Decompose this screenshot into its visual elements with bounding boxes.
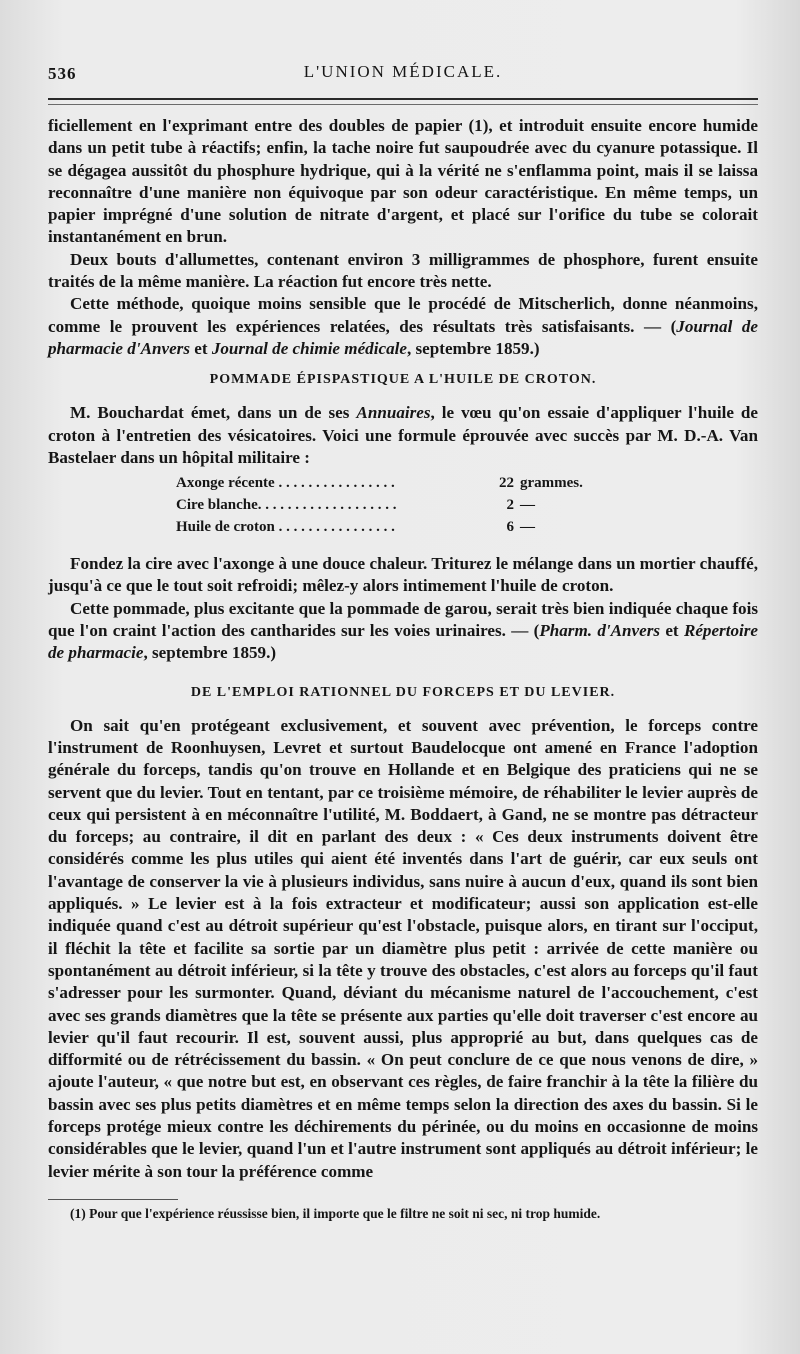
journal-title: Journal de pharmacie d'Anvers <box>48 316 758 358</box>
paragraph-fondez: Fondez la cire avec l'axonge à une douce chaleur. Triturez le mélange dans un mortier chauffé, jusqu'à ce que le tout soit refroidi; mêlez-y alors intimement l'huile de croton. <box>48 554 758 596</box>
footnote-rule <box>48 1199 178 1200</box>
unit: grammes. <box>520 475 583 492</box>
recipe-table <box>176 475 758 541</box>
paragraph-pommade-garou <box>48 598 758 665</box>
running-title: L'UNION MÉDICALE. <box>303 62 503 81</box>
paragraph-forceps: On sait qu'en protégeant exclusivement, et souvent avec prévention, le forceps contre l'instrument de Roonhuysen, Levret et surtout Baudelocque ont amené en France l'adoption générale du forceps, tandis qu'on trouve en Hollande et en Belgique des praticiens qui ne se servent que du levier. Tout en tentant, par ce troisième mémoire, de réhabiliter le levier auprès de ceux qui persistent à en méconnaître l'utilité, M. Boddaert, à Gand, ne se montre pas détracteur du forceps; au contraire, il dit en parlant des deux : « Ces deux instruments doivent être considérés comme les plus utiles qui aient été inventés dans l'art de guérir, car eux seuls ont l'avantage de conserver la vie à plusieurs individus, sans nuire à aucun d'eux, quand ils sont bien appliqués. » Le levier est à la fois extracteur et modificateur; aussi son application est-elle indiquée quand c'est au détroit supérieur qu'est l'obstacle, puisque alors, en tirant sur l'occiput, il fléchit la tête et facilite sa sortie par un diamètre plus petit : arrivée de cette manière ou spontanément au détroit inférieur, si la tête y trouve des obstacles, c'est alors au forceps qu'il faut s'adresser pour les surmonter. Quand, déviant du mécanisme naturel de l'accouchement, c'est avec ses grands diamètres que la tête se présente aux parties qu'elle doit traverser c'est encore au levier qu'il faut recourir. Il est, souvent aussi, plus approprié au but, dans quelques cas de difformité ou de rétrécissement du bassin. « On peut conclure de ce que nous venons de dire, » ajoute l'auteur, « que notre but est, en observant ces règles, de faire franchir à la tête la filière du bassin avec ses plus petits diamètres et en même temps selon la direction des axes du bassin. Si le forceps protége mieux contre les déchirements du périnée, ou du moins en occasionne de moins considérables que le levier, quand l'un et l'autre instrument sont appliqués au détroit inférieur; le levier mérite à son tour la préférence comme <box>48 715 758 1181</box>
text: , septembre 1859.) <box>406 338 540 358</box>
text: Cette pommade, plus excitante que la pommade de garou, serait très bien indiquée chaque fois que l'on craint l'action des cantharides sur les voies urinaires. — ( <box>48 598 758 641</box>
paragraph-bouchardat <box>48 402 758 469</box>
section-heading-forceps: DE L'EMPLOI RATIONNEL DU FORCEPS ET DU LEVIER. <box>190 684 616 700</box>
journal-title: Journal de chimie médicale <box>211 338 407 358</box>
text: , septembre 1859.) <box>143 643 277 663</box>
header-rule-thin <box>48 104 758 105</box>
text: et <box>189 338 212 358</box>
recipe-row <box>176 519 758 541</box>
paragraph-allumettes: Deux bouts d'allumettes, contenant environ 3 milligrammes de phosphore, furent ensuite traités de la même manière. La réaction fut encore très nette. <box>48 249 758 292</box>
annuaires-title: Annuaires <box>356 403 431 423</box>
ingredient: Huile de croton . . . . . . . . . . . . . . . . <box>176 519 395 536</box>
footnote: (1) Pour que l'expérience réussisse bien, il importe que le filtre ne soit ni sec, ni trop humide. <box>70 1205 601 1221</box>
quantity: 22 <box>499 475 514 492</box>
journal-title: Répertoire de pharmacie <box>48 621 758 663</box>
ingredient: Cire blanche. . . . . . . . . . . . . . . . . . . <box>176 497 397 514</box>
recipe-row <box>176 497 758 519</box>
page-header <box>48 60 758 86</box>
text: M. Bouchardat émet, dans un de ses <box>70 403 357 423</box>
paragraph-continuation: ficiellement en l'exprimant entre des doubles de papier (1), et introduit ensuite encore humide dans un petit tube à réactifs; enfin, la tache noire fut saupoudrée avec du cyanure potassique. Il se dégagea aussitôt du phosphure hydrique, qui à la vérité ne s'enflamma point, mais il se laissa reconnaître d'une manière non équivoque par son odeur caractéristique. En même temps, un papier imprégné d'une solution de nitrate d'argent, et placé sur l'orifice du tube se colorait instantanément en brun. <box>48 116 758 247</box>
journal-title: Pharm. d'Anvers <box>539 621 661 641</box>
recipe-row <box>176 475 758 497</box>
unit: — <box>520 497 535 514</box>
text: et <box>660 621 684 641</box>
header-rule <box>48 98 758 100</box>
quantity: 6 <box>506 519 514 536</box>
ingredient: Axonge récente . . . . . . . . . . . . . . . . <box>176 475 395 492</box>
page-number: 536 <box>48 64 77 83</box>
unit: — <box>520 519 535 536</box>
quantity: 2 <box>506 497 514 514</box>
text: Cette méthode, quoique moins sensible que le procédé de Mitscherlich, donne néanmoins, comme le prouvent les expériences relatées, des résultats très satisfaisants. — ( <box>48 294 758 336</box>
paragraph-methode <box>48 293 758 360</box>
text: , le vœu qu'on essaie d'appliquer l'huile de croton à l'entretien des vésicatoires. Voici une formule éprouvée avec succès par M. D.-A. Van Bastelaer dans un hôpital militaire : <box>48 403 758 467</box>
section-heading-pommade: POMMADE ÉPISPASTIQUE A L'HUILE DE CROTON. <box>209 372 597 388</box>
